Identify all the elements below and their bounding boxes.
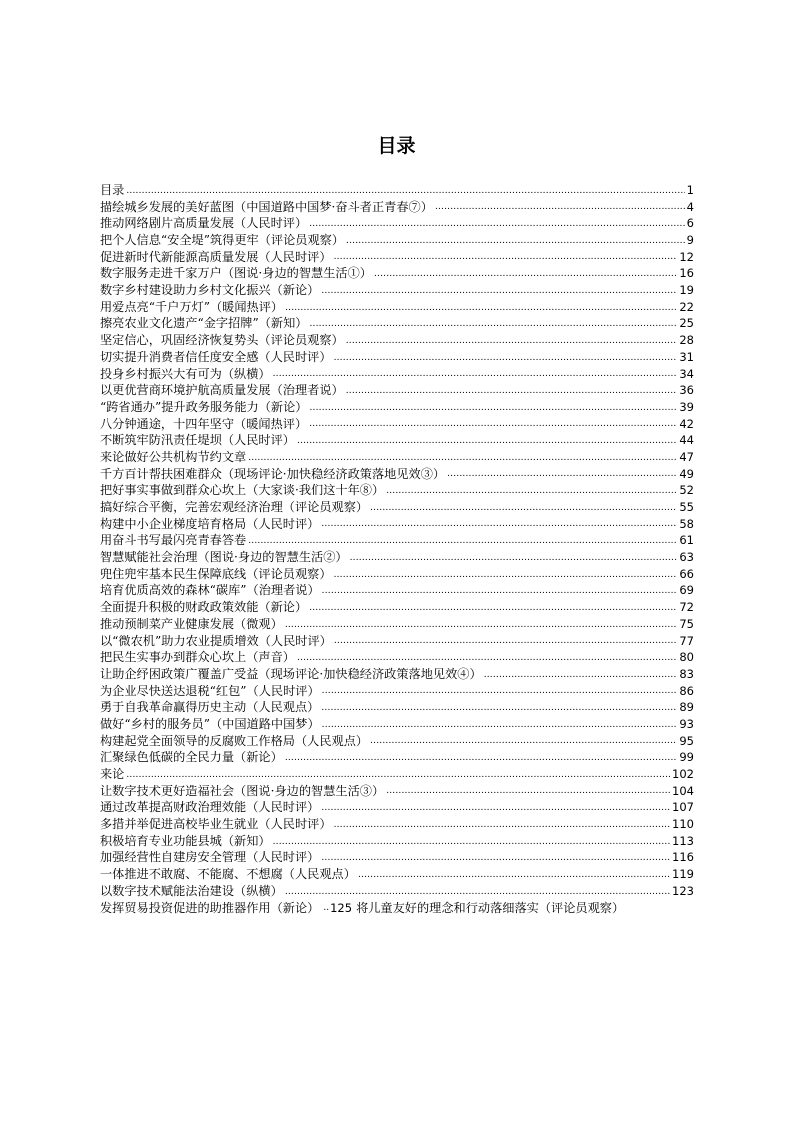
toc-entry-page: 16: [679, 266, 694, 281]
toc-entry-title: 切实提升消费者信任度安全感（人民时评）: [100, 349, 332, 364]
table-of-contents: [100, 182, 694, 916]
dot-leader: ..: [323, 903, 330, 914]
dot-leader: [248, 454, 677, 463]
dot-leader: [370, 504, 677, 513]
dot-leader: [322, 687, 678, 696]
toc-entry[interactable]: [100, 349, 694, 366]
toc-entry-title: 不断筑牢防汛责任堤坝（人民时评）: [100, 433, 295, 448]
toc-entry-title: 一体推进不敢腐、不能腐、不想腐（人民观点）: [100, 867, 356, 882]
dot-leader: [370, 737, 677, 746]
toc-entry-title: 通过改革提高财政治理效能（人民时评）: [100, 800, 320, 815]
dot-leader: [334, 821, 670, 830]
toc-entry[interactable]: [100, 432, 694, 449]
toc-entry-title: 构建中小企业梯度培育格局（人民时评）: [100, 516, 320, 531]
toc-entry-title: 以更优营商环境护航高质量发展（治理者说）: [100, 383, 344, 398]
toc-entry-title: 来论做好公共机构节约文章: [100, 449, 247, 464]
toc-entry[interactable]: [100, 416, 694, 433]
toc-entry-page: 125: [330, 900, 353, 915]
toc-entry[interactable]: [100, 265, 694, 282]
toc-entry-page: 119: [672, 867, 694, 882]
dot-leader: [346, 337, 678, 346]
dot-leader: [322, 721, 678, 730]
toc-entry-title: 推动预制菜产业健康发展（微观）: [100, 616, 283, 631]
dot-leader: [273, 370, 678, 379]
toc-entry-page: 66: [679, 566, 694, 581]
toc-entry-title: 以“微农机”助力农业提质增效（人民时评）: [100, 633, 332, 648]
toc-entry[interactable]: [100, 566, 694, 583]
dot-leader: [285, 304, 677, 313]
toc-entry-title: 数字服务走进千家万户（图说·身边的智慧生活①）: [100, 266, 372, 281]
toc-entry[interactable]: [100, 499, 694, 516]
toc-entry-page: 25: [679, 316, 694, 331]
toc-entry[interactable]: [100, 783, 694, 800]
toc-entry[interactable]: [100, 249, 694, 266]
toc-entry-title: 智慧赋能社会治理（图说·身边的智慧生活②）: [100, 550, 348, 565]
toc-entry[interactable]: [100, 749, 694, 766]
toc-entry-title: 发挥贸易投资促进的助推器作用（新论）: [100, 900, 320, 915]
dot-leader: [126, 771, 670, 780]
dot-leader: [248, 537, 677, 546]
toc-entry-page: 31: [679, 349, 694, 364]
toc-entry-page: 99: [679, 750, 694, 765]
dot-leader: [350, 554, 678, 563]
toc-entry[interactable]: [100, 215, 694, 232]
toc-entry[interactable]: [100, 366, 694, 383]
toc-entry[interactable]: [100, 532, 694, 549]
toc-entry[interactable]: [100, 182, 694, 199]
toc-entry[interactable]: [100, 299, 694, 316]
toc-entry[interactable]: [100, 332, 694, 349]
toc-entry-page: 75: [679, 616, 694, 631]
toc-entry[interactable]: [100, 799, 694, 816]
toc-entry[interactable]: [100, 316, 694, 333]
toc-entry-title: 千方百计帮扶困难群众（现场评论·加快稳经济政策落地见效③）: [100, 466, 446, 481]
toc-entry-page: 123: [672, 883, 694, 898]
toc-entry-title: 把好事实事做到群众心坎上（大家谈·我们这十年⑧）: [100, 483, 385, 498]
toc-entry[interactable]: [100, 649, 694, 666]
toc-entry[interactable]: [100, 199, 694, 216]
dot-leader: [126, 187, 684, 196]
toc-entry-title: 培育优质高效的森林“碳库”（治理者说）: [100, 583, 320, 598]
dot-leader: [386, 787, 670, 796]
dot-leader: [309, 320, 677, 329]
dot-leader: [285, 754, 678, 763]
toc-entry-title: 构建起党全面领导的反腐败工作格局（人民观点）: [100, 733, 369, 748]
toc-entry-page: 9: [686, 233, 694, 248]
toc-entry-title: 擦亮农业文化遗产“金字招牌”（新知）: [100, 316, 308, 331]
toc-entry-page: 4: [686, 199, 694, 214]
toc-entry-title: 来论: [100, 767, 125, 782]
toc-entry[interactable]: [100, 599, 694, 616]
dot-leader: [321, 704, 677, 713]
toc-entry[interactable]: [100, 482, 694, 499]
toc-entry-title: 多措并举促进高校毕业生就业（人民时评）: [100, 817, 332, 832]
toc-entry[interactable]: [100, 466, 694, 483]
toc-entry-title: 积极培育专业功能县城（新知）: [100, 833, 271, 848]
dot-leader: [297, 437, 677, 446]
dot-leader: [484, 671, 678, 680]
dot-leader: [358, 871, 670, 880]
toc-entry[interactable]: [100, 232, 694, 249]
toc-entry-title: 投身乡村振兴大有可为（纵横）: [100, 366, 271, 381]
toc-entry[interactable]: [100, 449, 694, 466]
toc-entry-page: 28: [679, 333, 694, 348]
dot-leader: [297, 654, 677, 663]
toc-entry-page: 107: [672, 800, 694, 815]
toc-entry-page: 113: [672, 833, 694, 848]
toc-entry-page: 83: [679, 666, 694, 681]
toc-entry[interactable]: [100, 866, 694, 883]
toc-entry[interactable]: [100, 616, 694, 633]
dot-leader: [309, 220, 684, 229]
toc-entry-page: 104: [672, 783, 694, 798]
dot-leader: [309, 404, 677, 413]
toc-entry[interactable]: [100, 382, 694, 399]
toc-entry-page: 52: [679, 483, 694, 498]
toc-entry-page: 89: [679, 700, 694, 715]
dot-leader: [273, 838, 670, 847]
dot-leader: [386, 487, 677, 496]
toc-entry-title: 用奋斗书写最闪亮青春答卷: [100, 533, 247, 548]
toc-entry-title: 兜住兜牢基本民生保障底线（评论员观察）: [100, 566, 332, 581]
toc-entry-page: 12: [679, 249, 694, 264]
toc-entry[interactable]: [100, 399, 694, 416]
dot-leader: [435, 203, 685, 212]
toc-entry[interactable]: [100, 583, 694, 600]
dot-leader: [346, 387, 678, 396]
toc-entry[interactable]: [100, 900, 694, 917]
toc-entry-page: 102: [672, 767, 694, 782]
toc-entry-title: 以数字技术赋能法治建设（纵横）: [100, 883, 283, 898]
toc-entry-title: 坚定信心，巩固经济恢复势头（评论员观察）: [100, 333, 344, 348]
dot-leader: [321, 854, 670, 863]
toc-entry-page: 44: [679, 433, 694, 448]
toc-entry-page: 22: [679, 299, 694, 314]
toc-entry[interactable]: [100, 716, 694, 733]
toc-entry-page: 77: [679, 633, 694, 648]
toc-entry-title: 用爱点亮“千户万灯”（暖闻热评）: [100, 299, 284, 314]
toc-entry[interactable]: [100, 816, 694, 833]
dot-leader: [334, 571, 678, 580]
dot-leader: [334, 354, 678, 363]
dot-leader: [322, 587, 678, 596]
toc-entry-title: 把民生实事办到群众心坎上（声音）: [100, 650, 295, 665]
toc-entry[interactable]: [100, 633, 694, 650]
toc-entry-page: 19: [679, 283, 694, 298]
toc-entry-page: 110: [672, 817, 694, 832]
toc-entry-title: 勇于自我革命赢得历史主动（人民观点）: [100, 700, 320, 715]
toc-entry[interactable]: [100, 666, 694, 683]
toc-entry-page: 86: [679, 683, 694, 698]
toc-entry-title: 将儿童友好的理念和行动落细落实（评论员观察）: [356, 900, 625, 915]
toc-entry[interactable]: [100, 282, 694, 299]
dot-leader: [334, 253, 678, 262]
dot-leader: [285, 621, 678, 630]
toc-entry-title: 汇聚绿色低碳的全民力量（新论）: [100, 750, 283, 765]
toc-entry-title: 让数字技术更好造福社会（图说·身边的智慧生活③）: [100, 783, 385, 798]
toc-entry-page: 47: [679, 449, 694, 464]
toc-entry-page: 39: [679, 399, 694, 414]
toc-entry-page: 55: [679, 500, 694, 515]
dot-leader: [321, 804, 670, 813]
toc-entry-title: 促进新时代新能源高质量发展（人民时评）: [100, 249, 332, 264]
toc-entry-title: 让助企纾困政策广覆盖广受益（现场评论·加快稳经济政策落地见效④）: [100, 666, 482, 681]
toc-entry-page: 42: [679, 416, 694, 431]
toc-entry-title: 全面提升积极的财政政策效能（新论）: [100, 600, 308, 615]
toc-entry-title: 把个人信息“安全堤”筑得更牢（评论员观察）: [100, 233, 345, 248]
toc-entry-page: 36: [679, 383, 694, 398]
toc-entry-page: 63: [679, 550, 694, 565]
toc-entry-page: 72: [679, 600, 694, 615]
toc-entry[interactable]: [100, 733, 694, 750]
dot-leader: [374, 270, 677, 279]
toc-entry-page: 80: [679, 650, 694, 665]
page-title: 目录: [377, 135, 416, 157]
toc-entry-page: 95: [679, 733, 694, 748]
toc-entry[interactable]: [100, 516, 694, 533]
toc-entry[interactable]: [100, 766, 694, 783]
toc-entry-page: 34: [679, 366, 694, 381]
toc-entry-title: 数字乡村建设助力乡村文化振兴（新论）: [100, 283, 320, 298]
toc-entry-page: 58: [679, 516, 694, 531]
toc-entry-title: 目录: [100, 182, 125, 197]
toc-entry-page: 93: [679, 716, 694, 731]
dot-leader: [321, 287, 677, 296]
dot-leader: [309, 420, 677, 429]
toc-entry[interactable]: [100, 683, 694, 700]
toc-entry-title: 描绘城乡发展的美好蓝图（中国道路中国梦·奋斗者正青春⑦）: [100, 199, 433, 214]
dot-leader: [321, 520, 677, 529]
toc-entry[interactable]: [100, 699, 694, 716]
dot-leader: [309, 604, 677, 613]
toc-entry-title: 八分钟通途，十四年坚守（暖闻热评）: [100, 416, 308, 431]
dot-leader: [285, 888, 670, 897]
toc-entry[interactable]: [100, 850, 694, 867]
toc-entry[interactable]: [100, 833, 694, 850]
toc-entry-page: 116: [672, 850, 694, 865]
dot-leader: [334, 637, 678, 646]
toc-entry-page: 69: [679, 583, 694, 598]
dot-leader: [447, 470, 677, 479]
toc-entry-page: 49: [679, 466, 694, 481]
dot-leader: [346, 237, 685, 246]
toc-entry[interactable]: [100, 549, 694, 566]
toc-entry-title: 做好“乡村的服务员”（中国道路中国梦）: [100, 716, 320, 731]
toc-entry-title: “跨省通办”提升政务服务能力（新论）: [100, 399, 308, 414]
toc-entry-page: 6: [686, 216, 694, 231]
toc-entry[interactable]: [100, 883, 694, 900]
toc-entry-page: 1: [686, 182, 694, 197]
toc-entry-page: 61: [679, 533, 694, 548]
toc-entry-title: 加强经营性自建房安全管理（人民时评）: [100, 850, 320, 865]
toc-entry-title: 搞好综合平衡，完善宏观经济治理（评论员观察）: [100, 500, 369, 515]
toc-entry-title: 推动网络剧片高质量发展（人民时评）: [100, 216, 308, 231]
toc-entry-title: 为企业尽快送达退税“红包”（人民时评）: [100, 683, 320, 698]
